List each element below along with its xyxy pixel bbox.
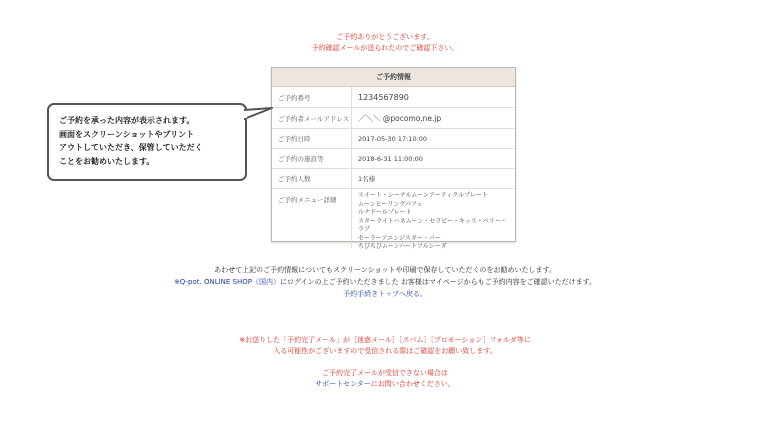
confirmation-sent-message: 予約確認メールが送られたのでご確認下さい。 — [311, 44, 459, 52]
mypage-notice-text: にログインの上ご予約いただきました お客様はマイページからもご予約内容をご確認いただけます。 — [280, 278, 597, 286]
row-visit-datetime — [272, 149, 515, 169]
menu-list — [352, 189, 515, 248]
row-reservation-number — [272, 87, 515, 108]
row-label: ご予約番号 — [272, 87, 352, 107]
reservation-info-card — [271, 67, 516, 250]
callout-line: ことをお勧めいたします。 — [59, 156, 155, 166]
callout-line: 画面をスクリーンショットやプリント — [59, 129, 195, 139]
online-shop-link[interactable]: ※Q-pot. ONLINE SHOP（国内） — [173, 278, 280, 286]
callout-tail-icon — [244, 107, 274, 121]
mypage-notice — [0, 277, 770, 287]
reservation-number: 1234567890 — [358, 92, 409, 102]
thank-you-message: ご予約ありがとうございます。 — [336, 33, 434, 41]
menu-item: セーラーアエンジスター・パー — [358, 234, 441, 242]
row-label: ご予約人数 — [272, 169, 352, 188]
save-recommendation: あわせて上記のご予約情報についてもスクリーンショットや印刷で保存していただくのをお勧めいたします。 — [214, 266, 556, 274]
annotation-callout — [47, 103, 247, 181]
row-party-size — [272, 169, 515, 189]
row-label: ご予約の施設等 — [272, 149, 352, 168]
party-size: 1名様 — [358, 175, 376, 183]
support-contact — [0, 379, 770, 389]
back-to-top-link[interactable]: 予約手続きトップへ戻る。 — [343, 290, 427, 298]
menu-item: ムーンヒーリングパフェ — [358, 200, 423, 208]
menu-item: ちびちびムーンハートフルシーダ — [358, 243, 447, 250]
no-email-notice: ご予約完了メールが受信できない場合は — [322, 369, 448, 377]
row-label: ご予約メニュー詳細 — [272, 189, 352, 248]
menu-item: スターライトハネムーン・セラピー・キッス・ベリー・ラブ — [358, 217, 507, 233]
menu-item: スイート・シーナルムーンアーティクルプレート — [358, 192, 488, 199]
callout-line: アウトしていただき、保管していただく — [59, 143, 203, 152]
menu-item: ルナドールプレート — [358, 209, 412, 216]
callout-line: ご予約を承った内容が表示されます。 — [59, 116, 195, 125]
reservation-email: ／＼＼ @pocomo.ne.jp — [358, 113, 442, 123]
row-label: ご予約者メールアドレス — [272, 108, 352, 128]
support-contact-text: にお問い合わせください。 — [370, 380, 455, 388]
support-center-link[interactable]: サポートセンター — [315, 380, 371, 388]
card-title: ご予約情報 — [272, 68, 515, 87]
spam-warning-line1: ※お送りした「予約完了メール」が［迷惑メール］［スパム］［プロモーション］フォルダ等に — [239, 336, 531, 344]
row-reservation-datetime — [272, 129, 515, 149]
spam-warning-line2: 入る可能性がございますので受信される際はご確認をお願い致します。 — [273, 347, 497, 355]
row-email — [272, 108, 515, 129]
row-label: ご予約日時 — [272, 129, 352, 148]
row-menu-details — [272, 189, 515, 248]
visit-datetime: 2018-6-31 11:00:00 — [358, 154, 423, 163]
reservation-datetime: 2017-05-30 17:10:00 — [358, 134, 428, 143]
